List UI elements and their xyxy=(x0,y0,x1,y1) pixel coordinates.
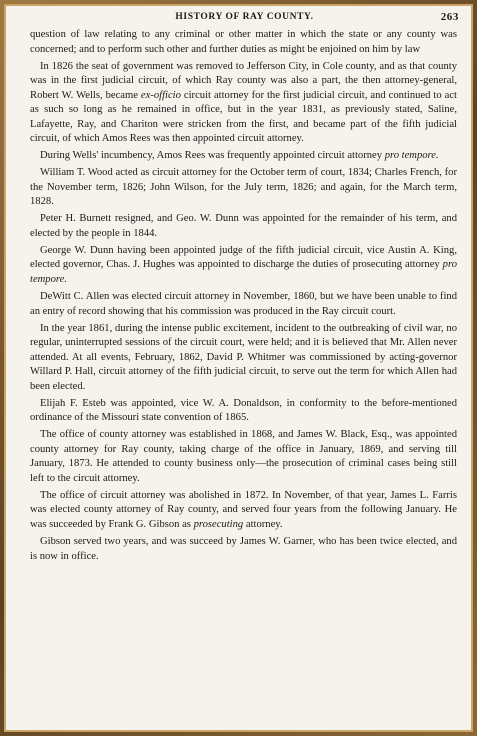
paragraph: William T. Wood acted as circuit attorney for the October term of court, 1834; Charles French, for the November term, 1826; John Wilson, for the July term, 1826; and again, for the March term, 1828. xyxy=(30,167,457,208)
frame-inner xyxy=(4,4,473,732)
paragraph: In 1826 the seat of government was removed to Jefferson City, in Cole county, and as that county was in the first judicial circuit, of which Ray county was also a part, the then attorney-general, Robert W. Wells, became ex-officio circuit attorney for the first judicial circuit, and continued to act as such so long as he remained in office, but in the year 1831, as previously stated, Saline, Lafayette, Ray, and Chariton were stricken from the first, and became part of the fifth judicial circuit, of which Amos Rees was then appointed circuit attorney. xyxy=(30,60,457,145)
paragraph: DeWitt C. Allen was elected circuit attorney in November, 1860, but we have been unable to find an entry of record showing that his commission was produced in the Ray circuit court. xyxy=(30,291,457,317)
paragraph: Peter H. Burnett resigned, and Geo. W. Dunn was appointed for the remainder of his term, and elected by the people in 1844. xyxy=(30,213,457,239)
running-title: HISTORY OF RAY COUNTY. xyxy=(175,12,314,22)
italic-phrase: ex-officio xyxy=(140,89,181,101)
document-page xyxy=(6,6,471,730)
italic-phrase: pro tempore. xyxy=(384,150,439,162)
paragraph: question of law relating to any criminal or other matter in which the state or any county was concerned; and to perform such other and further duties as might be enjoined on him by law xyxy=(30,29,457,55)
page-header xyxy=(30,12,459,28)
paragraph: The office of circuit attorney was abolished in 1872. In November, of that year, James L. Farris was elected county attorney of Ray county, and served four years from the following January. He was succeeded by Frank G. Gibson as prosecuting attorney. xyxy=(30,489,457,530)
paragraph: Elijah F. Esteb was appointed, vice W. A. Donaldson, in conformity to the before-mentioned ordinance of the Missouri state convention of 1865. xyxy=(30,397,457,424)
paragraph: The office of county attorney was established in 1868, and James W. Black, Esq., was appointed county attorney for Ray county, taking charge of the office in January, 1869, and serving till January, 1873. He attended to county business only—the prosecution of criminal cases being still left to the circuit attorney. xyxy=(30,429,457,484)
page-number: 263 xyxy=(440,11,459,23)
paragraph: George W. Dunn having been appointed judge of the fifth judicial circuit, vice Austin A. King, elected governor, Chas. J. Hughes was appointed to discharge the duties of prosecuting attorney pro tempore. xyxy=(30,244,457,285)
italic-phrase: pro tempore. xyxy=(30,259,457,285)
italic-phrase: prosecuting xyxy=(193,518,244,530)
paragraph: In the year 1861, during the intense public excitement, incident to the outbreaking of civil war, no regular, uninterrupted sessions of the circuit court, were held; and it is believed that Mr. Allen never attended. At all events, February, 1862, David P. Whitmer was commissioned by acting-governor Willard P. Hall, circuit attorney of the fifth judicial circuit, to serve out the term for which Allen had been elected. xyxy=(30,322,457,392)
paragraph: Gibson served two years, and was succeed by James W. Garner, who has been twice elected, and is now in office. xyxy=(30,536,457,562)
paragraph: During Wells' incumbency, Amos Rees was frequently appointed circuit attorney pro tempore. xyxy=(40,150,439,162)
page-body xyxy=(30,28,457,564)
